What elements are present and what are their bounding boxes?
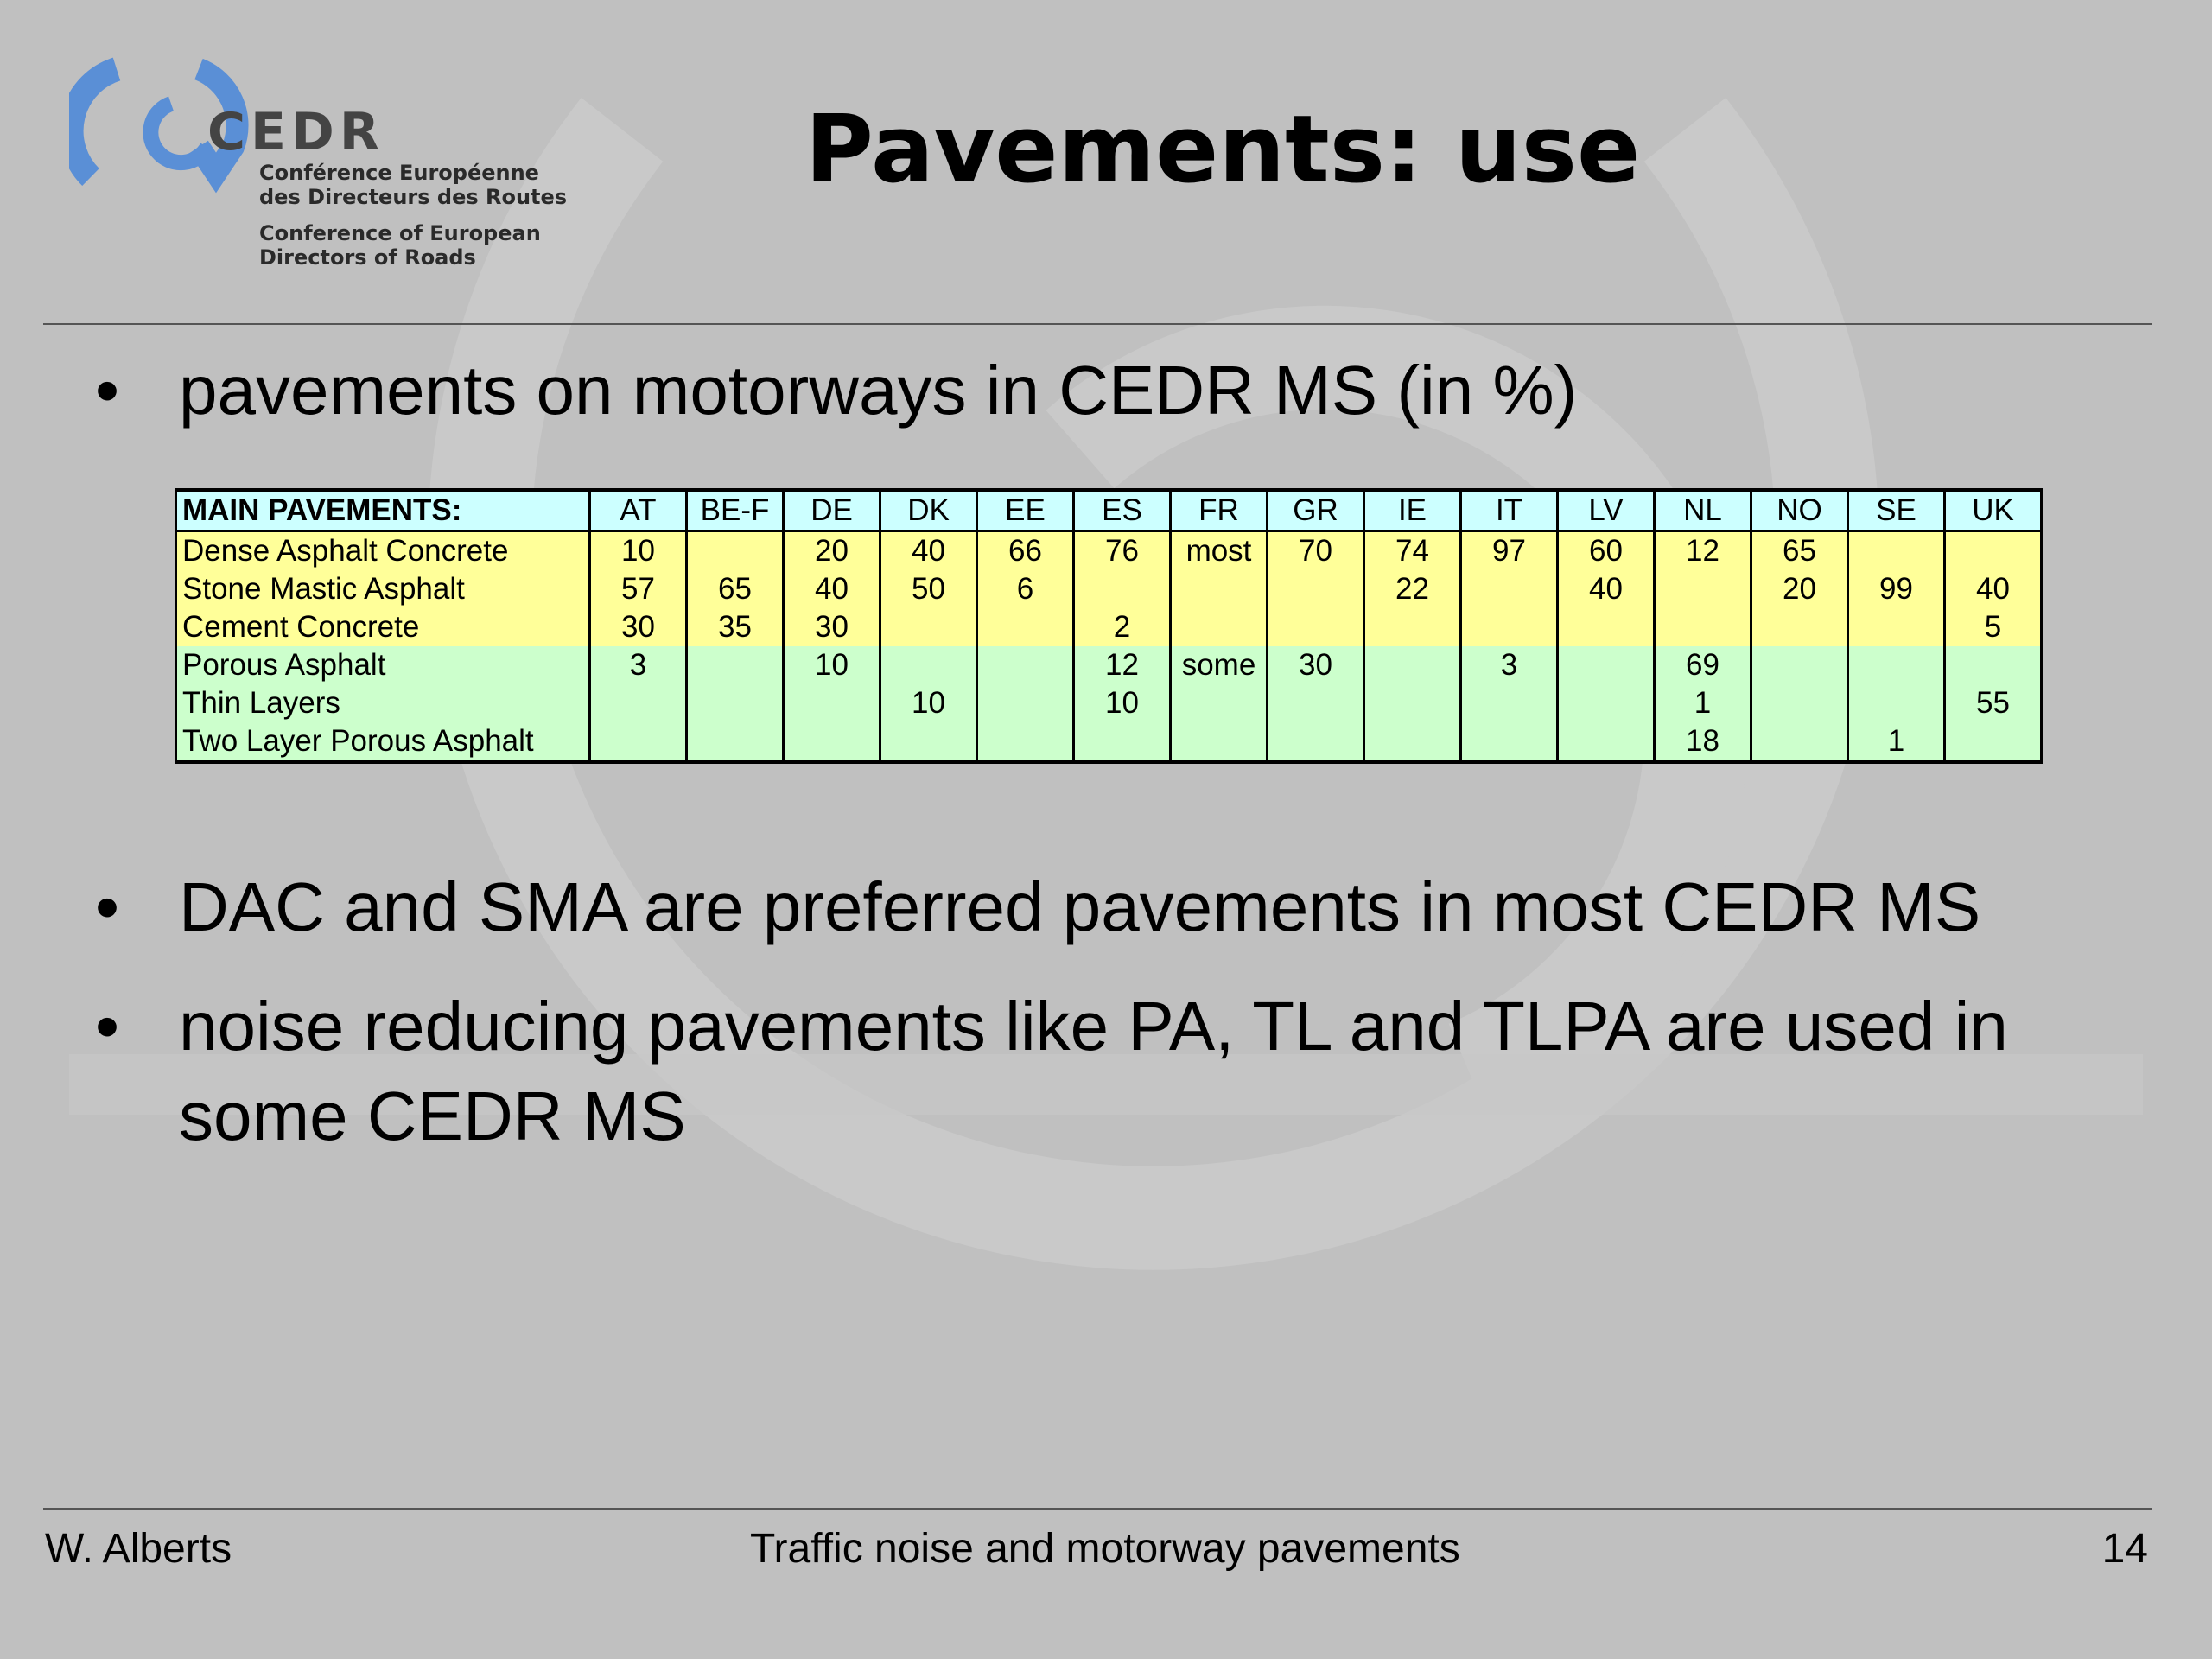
column-header: SE	[1848, 490, 1945, 531]
table-cell	[977, 684, 1074, 722]
row-label: Thin Layers	[176, 684, 590, 722]
table-row	[176, 570, 2042, 608]
table-cell	[977, 722, 1074, 762]
table-row	[176, 722, 2042, 762]
table-cell: 35	[687, 608, 784, 646]
table-cell	[1945, 722, 2042, 762]
column-header: DE	[784, 490, 880, 531]
column-header: IE	[1364, 490, 1461, 531]
table-cell: 18	[1655, 722, 1751, 762]
table-row	[176, 646, 2042, 684]
table-cell: 2	[1074, 608, 1171, 646]
column-header: ES	[1074, 490, 1171, 531]
table-cell	[687, 531, 784, 571]
table-cell: 50	[880, 570, 977, 608]
table-cell: 65	[1751, 531, 1848, 571]
table-cell: 40	[1558, 570, 1655, 608]
table-cell	[784, 722, 880, 762]
bullet-text: noise reducing pavements like PA, TL and TLPA are used in some CEDR MS	[179, 988, 2008, 1154]
table-cell	[1268, 608, 1364, 646]
table-cell: 40	[1945, 570, 2042, 608]
column-header: NL	[1655, 490, 1751, 531]
table-cell	[1268, 570, 1364, 608]
table-cell	[977, 608, 1074, 646]
table-cell	[1171, 608, 1268, 646]
row-label: Two Layer Porous Asphalt	[176, 722, 590, 762]
table-cell	[1558, 608, 1655, 646]
table-cell: 1	[1655, 684, 1751, 722]
table-cell	[1945, 531, 2042, 571]
table-cell	[1074, 570, 1171, 608]
column-header: NO	[1751, 490, 1848, 531]
table-cell	[1461, 608, 1558, 646]
table-cell	[1171, 684, 1268, 722]
table-cell	[1364, 608, 1461, 646]
table-cell	[1751, 646, 1848, 684]
table-cell: 76	[1074, 531, 1171, 571]
table-cell	[1268, 684, 1364, 722]
table-cell: 20	[784, 531, 880, 571]
table-cell: some	[1171, 646, 1268, 684]
table-cell: 55	[1945, 684, 2042, 722]
table-cell	[687, 722, 784, 762]
table-cell: 10	[880, 684, 977, 722]
table-cell	[880, 722, 977, 762]
table-cell: 30	[784, 608, 880, 646]
logo-french-line-1: Conférence Européenne	[259, 161, 539, 185]
header-divider	[43, 323, 2152, 325]
table-cell: 40	[880, 531, 977, 571]
table-cell: 10	[784, 646, 880, 684]
table-cell: 1	[1848, 722, 1945, 762]
column-header: EE	[977, 490, 1074, 531]
row-label: Stone Mastic Asphalt	[176, 570, 590, 608]
cedr-logo	[69, 52, 568, 276]
table-cell	[1848, 531, 1945, 571]
table-cell: 12	[1074, 646, 1171, 684]
pavements-table	[175, 488, 2043, 764]
bullet-symbol: •	[95, 988, 120, 1065]
table-body	[176, 531, 2042, 763]
logo-french-line-2: des Directeurs des Routes	[259, 185, 568, 209]
column-header: GR	[1268, 490, 1364, 531]
table-cell: 12	[1655, 531, 1751, 571]
table-cell: 70	[1268, 531, 1364, 571]
footer-page-number: 14	[2101, 1526, 2148, 1572]
table-cell	[687, 684, 784, 722]
table-row	[176, 684, 2042, 722]
table-cell: 40	[784, 570, 880, 608]
table-cell	[1655, 608, 1751, 646]
table-cell: 57	[590, 570, 687, 608]
column-header: DK	[880, 490, 977, 531]
table-cell	[1461, 722, 1558, 762]
table-row	[176, 608, 2042, 646]
table-cell: 66	[977, 531, 1074, 571]
column-header: IT	[1461, 490, 1558, 531]
table-cell	[977, 646, 1074, 684]
table-cell	[1848, 608, 1945, 646]
table-cell	[880, 608, 977, 646]
table-cell	[1171, 570, 1268, 608]
table-header-label: MAIN PAVEMENTS:	[176, 490, 590, 531]
table-cell: 74	[1364, 531, 1461, 571]
table-cell: 3	[1461, 646, 1558, 684]
column-header: LV	[1558, 490, 1655, 531]
table-cell	[1364, 684, 1461, 722]
row-label: Dense Asphalt Concrete	[176, 531, 590, 571]
logo-abbreviation: CEDR	[207, 102, 385, 162]
table-cell	[590, 684, 687, 722]
logo-english-line-1: Conference of European	[259, 221, 541, 245]
table-cell	[1751, 722, 1848, 762]
table-cell: 5	[1945, 608, 2042, 646]
table-cell	[1558, 646, 1655, 684]
table-cell: 99	[1848, 570, 1945, 608]
table-cell	[687, 646, 784, 684]
table-cell	[1074, 722, 1171, 762]
table-header-row	[176, 490, 2042, 531]
footer-divider	[43, 1508, 2152, 1510]
table-cell: 3	[590, 646, 687, 684]
slide-title: Pavements: use	[804, 96, 1641, 204]
table-cell	[1364, 646, 1461, 684]
table-cell	[1751, 608, 1848, 646]
footer-presentation-title: Traffic noise and motorway pavements	[750, 1526, 1460, 1572]
table-cell	[1751, 684, 1848, 722]
column-header: UK	[1945, 490, 2042, 531]
table-cell	[1461, 684, 1558, 722]
table-cell: 97	[1461, 531, 1558, 571]
logo-english-line-2: Directors of Roads	[259, 245, 476, 270]
table-cell: 30	[590, 608, 687, 646]
table-cell: 6	[977, 570, 1074, 608]
table-cell	[1848, 646, 1945, 684]
bullet-symbol: •	[95, 352, 120, 429]
table-cell	[590, 722, 687, 762]
row-label: Cement Concrete	[176, 608, 590, 646]
column-header: FR	[1171, 490, 1268, 531]
table-cell: most	[1171, 531, 1268, 571]
table-cell: 30	[1268, 646, 1364, 684]
table-cell	[1171, 722, 1268, 762]
table-cell	[1848, 684, 1945, 722]
row-label: Porous Asphalt	[176, 646, 590, 684]
column-header: AT	[590, 490, 687, 531]
table-cell	[1461, 570, 1558, 608]
bullet-text: pavements on motorways in CEDR MS (in %)	[179, 352, 1578, 429]
table-cell: 69	[1655, 646, 1751, 684]
table-cell	[1268, 722, 1364, 762]
table-cell: 22	[1364, 570, 1461, 608]
column-header: BE-F	[687, 490, 784, 531]
table-cell: 60	[1558, 531, 1655, 571]
table-cell	[1558, 722, 1655, 762]
table-row	[176, 531, 2042, 571]
table-cell	[1655, 570, 1751, 608]
table-cell	[1945, 646, 2042, 684]
table-cell	[1558, 684, 1655, 722]
bullet-text: DAC and SMA are preferred pavements in most CEDR MS	[179, 868, 1981, 945]
bullet-symbol: •	[95, 868, 120, 945]
table-cell: 10	[1074, 684, 1171, 722]
footer-author: W. Alberts	[45, 1526, 232, 1572]
table-cell: 65	[687, 570, 784, 608]
table-cell	[880, 646, 977, 684]
table-cell: 20	[1751, 570, 1848, 608]
table-cell: 10	[590, 531, 687, 571]
table-cell	[1364, 722, 1461, 762]
table-cell	[784, 684, 880, 722]
